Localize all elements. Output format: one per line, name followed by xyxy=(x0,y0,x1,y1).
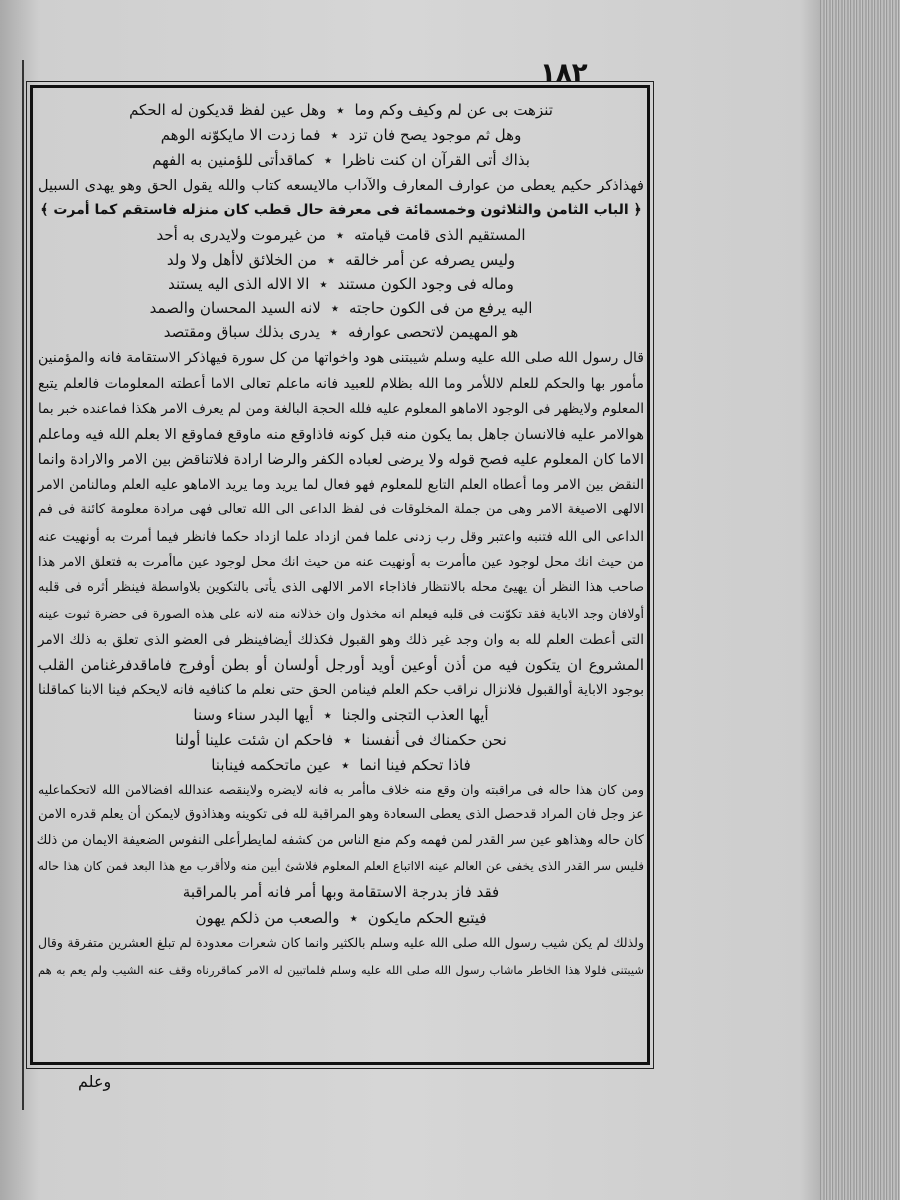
hemistich: من غيرموت ولايدرى به أحد xyxy=(156,226,326,244)
prose-line: فليس سر القدر الذى يخفى عن العالم عينه الااتباع العلم المعلوم فلاشئ أبين منه ولاأقرب مع هذا البعد فمن كان هذا حاله xyxy=(38,859,644,873)
verse-line xyxy=(38,906,644,930)
prose-line: الاما كان المعلوم عليه فصح قوله ولا يرضى لعباده الكفر والرضا ارادة فلاتناقض بين الامر والارادة وانما xyxy=(37,452,644,468)
prose-line: النقض بين الامر وما أعطاه العلم التابع للمعلوم فهو فعال لما يريد وما يريد الاماهو عليه العلم ومالنامن الامر xyxy=(38,477,644,493)
hemistich: وهل ثم موجود يصح فان تزد xyxy=(348,126,522,144)
hemistich: هو المهيمن لاتحصى عوارفه xyxy=(348,323,519,341)
verse-line xyxy=(38,223,644,247)
hemistich: تنزهت بى عن لم وكيف وكم وما xyxy=(354,101,553,119)
verse-line xyxy=(38,753,644,777)
hemistich: نحن حكمناك فى أنفسنا xyxy=(361,731,507,749)
verse-line xyxy=(38,272,644,296)
prose-line: فقد فاز بدرجة الاستقامة وبها أمر فانه أمر بالمراقبة xyxy=(182,883,500,901)
page-edges xyxy=(820,0,900,1200)
hemistich: من الخلائق لاأهل ولا ولد xyxy=(166,251,317,269)
star-separator: ٭ xyxy=(330,299,340,317)
verse-line xyxy=(38,320,644,344)
star-separator: ٭ xyxy=(341,756,350,774)
verse-line xyxy=(38,248,644,272)
verse-line xyxy=(38,98,644,122)
verse-line xyxy=(38,148,644,172)
verse-line xyxy=(38,728,644,752)
star-separator: ٭ xyxy=(323,706,332,724)
hemistich: المستقيم الذى قامت قيامته xyxy=(354,226,526,244)
star-separator: ٭ xyxy=(326,251,336,269)
prose-line: صاحب هذا النظر أن يهيئ محله بالانتظار فاذاجاء الامر الالهى الذى يأتى بالتكوين بلاواسطة فينظر أثره فى قلبه xyxy=(38,580,644,595)
prose-line: المعلوم ولايظهر فى الوجود الاماهو المعلوم عليه فلله الحجة البالغة ومن لم يعرف الامر هكذا فماعنده خبر بما xyxy=(38,401,644,417)
hemistich: وليس يصرفه عن أمر خالقه xyxy=(345,251,516,269)
star-separator: ٭ xyxy=(330,126,339,144)
prose-line: من حيث انك محل لوجود عين ماأمرت به أونهيت عنه من حيث انك محل لوجود عين ماأمرت به فتعلق الامر هذا xyxy=(38,555,644,570)
prose-line: فهذاذكر حكيم يعطى من عوارف المعارف والآداب مالايسعه كتاب والله يقول الحق وهو يهدى السبيل xyxy=(38,178,644,194)
hemistich: والصعب من ذلكم يهون xyxy=(195,909,340,927)
hemistich: أيها العذب التجنى والجنا xyxy=(341,706,489,724)
page-number: ١٨٢ xyxy=(540,58,588,88)
prose-line: قال رسول الله صلى الله عليه وسلم شيبتنى هود واخواتها من كل سورة فيهاذكر الاستقامة فانه والمؤمنين xyxy=(38,350,644,366)
star-separator: ٭ xyxy=(343,731,352,749)
prose-line: هوالامر عليه فالانسان جاهل بما يكون منه قبل كونه فاذاوقع منه ماوقع فماوقع الا بعلم الله فيه وماعلم xyxy=(38,427,644,443)
star-separator: ٭ xyxy=(319,275,328,293)
verse-line xyxy=(38,296,644,320)
prose-line: التى أعطت العلم لله به وان وجد غير ذلك وهو القبول فكذلك أيضافينظر فى العضو الذى تعلق به ذلك الامر xyxy=(38,632,644,648)
hemistich: عين ماتحكمه فينابنا xyxy=(211,756,332,774)
prose-line: كان حاله وهذاهو عين سر القدر لمن فهمه وكم منع الناس من كشفه لمايطرأعلى النفوس الضعيفة الايمان من ذلك xyxy=(36,833,644,848)
verse-line xyxy=(38,123,644,147)
previous-page-edge xyxy=(0,60,24,1110)
prose-line: الالهى الاصيغة الامر وهى من جملة المخلوقات فى لفظ الداعى الى الله تعالى فهى مرادة معلومة كائنة فى فم xyxy=(38,502,644,517)
hemistich: وهل عين لفظ قديكون له الحكم xyxy=(129,101,327,119)
prose-line: أولافان وجد الاباية فقد تكوّنت فى قلبه فيعلم انه مخذول وان خذلانه منه لانه على هذه الصورة فى حضرة ثبوت عينه xyxy=(38,606,644,621)
hemistich: كماقدأتى للؤمنين به الفهم xyxy=(152,151,314,169)
star-separator: ٭ xyxy=(349,909,358,927)
prose-line: ومن كان هذا حاله فى مراقبته وان وقع منه خلاف ماأمر به فانه لايضره ولاينقصه عندالله افضالامن الله لاتحكماعليه xyxy=(38,782,644,797)
prose-line: الداعى الى الله فتنبه واعتبر وقل رب زدنى علما فمن ازداد علما ازداد حكما فانظر فيما أمرت به أونهيت عنه xyxy=(38,529,644,545)
hemistich: بذاك أتى القرآن ان كنت ناظرا xyxy=(342,151,530,169)
prose-line: شيبتنى فلولا هذا الخاطر ماشاب رسول الله صلى الله عليه وسلم فلماتبين له الامر كماقررناه وقف عنه الشيب ولم يعم به هم xyxy=(38,963,644,977)
hemistich: اليه يرفع من فى الكون حاجته xyxy=(349,299,533,317)
hemistich: الا الاله الذى اليه يستند xyxy=(168,275,310,293)
catchword: وعلم xyxy=(78,1072,112,1091)
hemistich: فاحكم ان شئت علينا أولنا xyxy=(175,731,334,749)
prose-line: بوجود الاباية أوالقبول فلانزال نراقب حكم العلم فينامن الحق حتى نعلم ما كنافيه فانه لايحكم فينا الابنا كماقلنا xyxy=(38,682,644,698)
hemistich: لانه السيد المحسان والصمد xyxy=(149,299,321,317)
chapter-heading: ﴿ الباب الثامن والثلاثون وخمسمائة فى معرفة حال قطب كان منزله فاستقم كما أمرت ﴾ xyxy=(40,202,642,218)
hemistich: فما زدت الا مايكوّنه الوهم xyxy=(160,126,321,144)
hemistich: فاذا تحكم فينا انما xyxy=(359,756,471,774)
prose-line: عز وجل فان المراد قدحصل الذى يعطى السعادة وهو المراقبة لله فى تكوينه وهذاذوق لايمكن أن يعلم قدره الامن xyxy=(38,807,644,822)
star-separator: ٭ xyxy=(329,323,339,341)
hemistich: أيها البدر سناء وسنا xyxy=(193,706,314,724)
prose-line: مأمور بها والحكم للعلم لاللأمر وما الله بظلام للعبيد فانه ماعلم تعالى الاما أعطته المعلومات فالعلم يتبع xyxy=(38,376,644,392)
prose-line: المشروع ان يتكون فيه من أذن أوعين أويد أورجل أولسان أو بطن أوفرج فاماقدفرغنامن القلب xyxy=(38,656,644,674)
verse-line xyxy=(38,703,644,727)
prose-line: ولذلك لم يكن شيب رسول الله صلى الله عليه وسلم بالكثير وانما كان شعرات معدودة لم تبلغ العشرين متفرقة وقال xyxy=(38,935,644,950)
hemistich: فيتبع الحكم مايكون xyxy=(367,909,487,927)
hemistich: يدرى بذلك سباق ومقتصد xyxy=(163,323,320,341)
star-separator: ٭ xyxy=(323,151,333,169)
star-separator: ٭ xyxy=(335,226,345,244)
hemistich: وماله فى وجود الكون مستند xyxy=(337,275,514,293)
star-separator: ٭ xyxy=(336,101,345,119)
